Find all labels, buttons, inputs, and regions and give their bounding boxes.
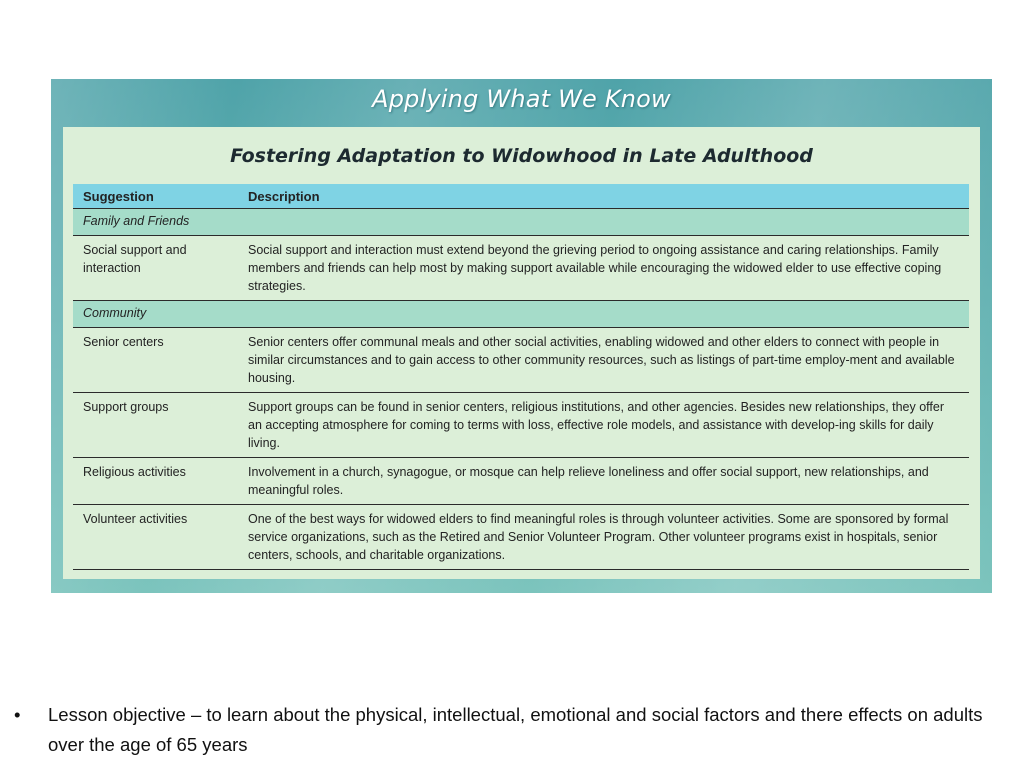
bullet-list <box>14 700 1014 760</box>
table-row <box>73 328 969 393</box>
adaptation-table <box>73 184 969 570</box>
section-empty-cell <box>238 209 969 236</box>
panel-header-title: Applying What We Know <box>372 85 671 113</box>
panel-header <box>51 79 992 127</box>
table-row <box>73 458 969 505</box>
bullet-marker: • <box>14 704 21 725</box>
suggestion-cell: Social support and interaction <box>73 236 238 301</box>
section-empty-cell <box>238 301 969 328</box>
section-row-community <box>73 301 969 328</box>
lesson-objective-text: Lesson objective – to learn about the physical, intellectual, emotional and social factors and there effects on adults over the age of 65 years <box>48 704 983 755</box>
description-cell: Social support and interaction must extend beyond the grieving period to ongoing assistance and caring relationships. Family members and friends can help most by making support available while encouraging the widowed elder to use effective coping strategies. <box>238 236 969 301</box>
suggestion-cell: Religious activities <box>73 458 238 505</box>
table-header-row <box>73 184 969 209</box>
suggestion-cell: Volunteer activities <box>73 505 238 570</box>
table-row <box>73 236 969 301</box>
section-row-family-and-friends <box>73 209 969 236</box>
column-header-description: Description <box>238 184 969 209</box>
suggestion-cell: Support groups <box>73 393 238 458</box>
column-header-suggestion: Suggestion <box>73 184 238 209</box>
description-cell: One of the best ways for widowed elders to find meaningful roles is through volunteer activities. Some are sponsored by formal service organizations, such as the Retired and Senior Volunteer Program. Other volunteer programs exist in hospitals, senior centers, schools, and charitable organizations. <box>238 505 969 570</box>
panel-body <box>63 127 980 579</box>
table-row <box>73 505 969 570</box>
section-label: Community <box>73 301 238 328</box>
suggestion-cell: Senior centers <box>73 328 238 393</box>
table-title: Fostering Adaptation to Widowhood in Late Adulthood <box>230 145 813 167</box>
section-label: Family and Friends <box>73 209 238 236</box>
figure-panel <box>51 79 992 593</box>
description-cell: Senior centers offer communal meals and other social activities, enabling widowed and other elders to connect with people in similar circumstances and to gain access to other community resources, such as listings of part-time employ-ment and available housing. <box>238 328 969 393</box>
description-cell: Involvement in a church, synagogue, or mosque can help relieve loneliness and offer social support, new relationships, and meaningful roles. <box>238 458 969 505</box>
table-row <box>73 393 969 458</box>
description-cell: Support groups can be found in senior centers, religious institutions, and other agencies. Besides new relationships, they offer an accepting atmosphere for coming to terms with loss, effective role models, and assistance with develop-ing skills for daily living. <box>238 393 969 458</box>
